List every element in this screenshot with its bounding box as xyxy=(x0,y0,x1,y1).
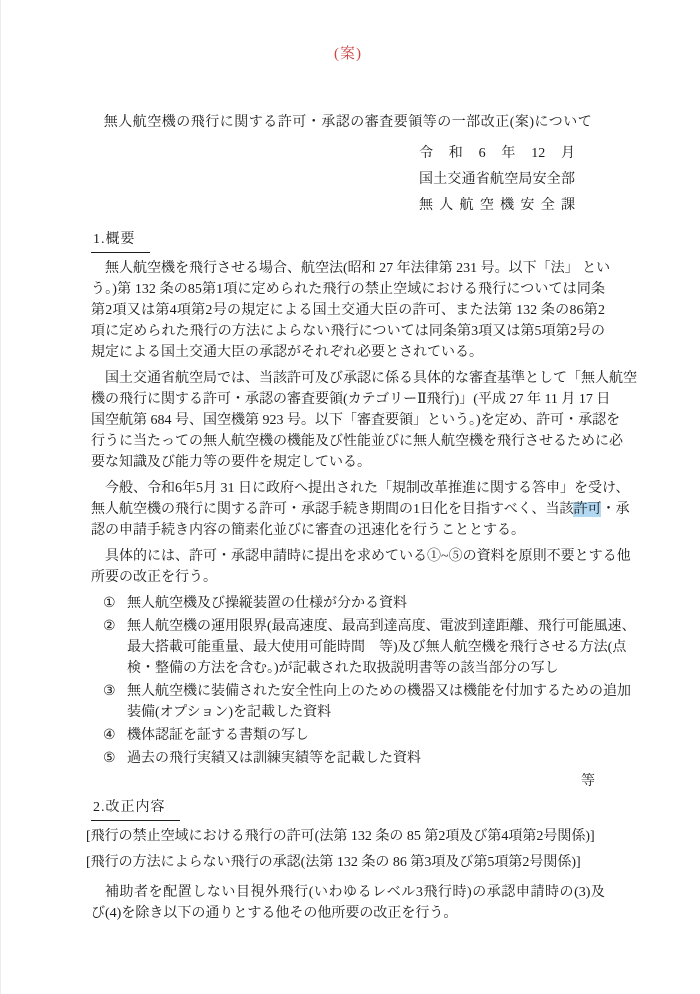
text-line: 行うに当たっての無人航空機の機能及び性能並びに無人航空機を飛行させるために必 xyxy=(91,434,623,449)
list-number: ⑤ xyxy=(103,751,116,766)
text-line: 国空航第 684 号、国空機第 923 号。以下「審査要領」という。)を定め、許可・承認を xyxy=(91,413,621,428)
list-number: ② xyxy=(103,619,116,634)
section-amendments xyxy=(86,797,605,924)
text-line: 無人航空機の運用限界(最高速度、最高到達高度、電波到達距離、飛行可能風速、 xyxy=(127,619,636,634)
legal-reference-2: [飛行の方法によらない飛行の承認(法第 132 条の 86 第3項及び第5項第2号関係)] xyxy=(86,855,581,870)
paragraph-3 xyxy=(91,478,630,541)
list-number: ① xyxy=(103,596,116,611)
text-line: 無人航空機を飛行させる場合、航空法(昭和 27 年法律第 231 号。以下「法」 とい xyxy=(105,261,611,276)
text-line: 要な知識及び能力等の要件を規定している。 xyxy=(91,455,371,470)
text-line-with-highlight xyxy=(91,499,630,520)
section2-heading: 2.改正内容 xyxy=(91,797,180,821)
list-number: ③ xyxy=(103,684,116,699)
text-line: 国土交通省航空局では、当該許可及び承認に係る具体的な審査基準として「無人航空 xyxy=(105,371,637,386)
list-item-text xyxy=(127,681,631,723)
text-line: 規定による国土交通大臣の承認がそれぞれ必要とされている。 xyxy=(91,345,483,360)
list-item-4 xyxy=(91,725,605,746)
list-item-text xyxy=(127,593,605,614)
list-number: ④ xyxy=(103,728,116,743)
section1-heading-row xyxy=(91,229,605,253)
text-line: 無人航空機及び操縦装置の仕様が分かる資料 xyxy=(127,596,407,611)
org-line-department: 国土交通省航空局安全部 xyxy=(419,172,575,187)
text-line: 過去の飛行実績又は訓練実績等を記載した資料 xyxy=(127,751,421,766)
list-item-text xyxy=(127,725,605,746)
list-item-text xyxy=(127,748,605,769)
text-line: 第2項又は第4項第2号の規定による国土交通大臣の許可、また法第 132 条の86第2 xyxy=(91,303,605,318)
paragraph-1 xyxy=(91,258,611,363)
draft-label: (案) xyxy=(334,46,362,62)
paragraph-2 xyxy=(91,368,637,473)
paragraph-4 xyxy=(91,546,631,588)
text-segment: 無人航空機の飛行に関する許可・承認手続き期間の1日化を目指すべく、当該 xyxy=(91,502,574,517)
etc-label: 等 xyxy=(581,774,595,789)
text-line: 無人航空機に装備された安全性向上のための機器又は機能を付加するための追加 xyxy=(127,684,631,699)
required-documents-list xyxy=(91,593,636,769)
search-highlight: 許可 xyxy=(573,502,602,517)
list-item-5 xyxy=(91,748,605,769)
section-overview xyxy=(91,229,637,792)
text-line: 機の飛行に関する許可・承認の審査要領(カテゴリーⅡ飛行)」(平成 27 年 11 月 17 日 xyxy=(91,392,611,407)
text-line: 項に定められた飛行の方法によらない飛行については同条第3項又は第5項第2号の xyxy=(91,324,605,339)
text-line: う。)第 132 条の85第1項に定められた飛行の禁止空域における飛行については同条 xyxy=(91,282,605,297)
text-line: 所要の改正を行う。 xyxy=(91,570,217,585)
date-line: 令和6年12月 xyxy=(419,146,575,161)
org-line-division: 無人航空機安全課 xyxy=(419,198,575,213)
list-item-2 xyxy=(91,616,636,679)
text-segment: ・承 xyxy=(601,502,630,517)
text-line: 認の申請手続き内容の簡素化並びに審査の迅速化を行うこととする。 xyxy=(91,523,525,538)
text-line: 最大搭載可能重量、最大使用可能時間 等)及び無人航空機を飛行させる方法(点 xyxy=(127,640,627,655)
text-line: び(4)を除き以下の通りとする他その他所要の改正を行う。 xyxy=(91,906,458,921)
section1-heading: 1.概要 xyxy=(91,229,150,253)
list-item-1 xyxy=(91,593,605,614)
text-line: 検・整備の方法を含む。)が記載された取扱説明書等の該当部分の写し xyxy=(127,661,559,676)
byline-block xyxy=(419,141,575,219)
list-item-text xyxy=(127,616,636,679)
text-line: 今般、令和6年5月 31 日に政府へ提出された「規制改革推進に関する答申」を受け、 xyxy=(105,481,630,496)
list-item-3 xyxy=(91,681,631,723)
legal-reference-1: [飛行の禁止空域における飛行の許可(法第 132 条の 85 第2項及び第4項第2号関係)] xyxy=(86,829,595,844)
text-line: 装備(オプション)を記載した資料 xyxy=(127,705,332,720)
text-line: 機体認証を証する書類の写し xyxy=(127,728,309,743)
section2-heading-row xyxy=(91,797,605,821)
closing-paragraph xyxy=(91,882,605,924)
text-line: 具体的には、許可・承認申請時に提出を求めている①~⑤の資料を原則不要とする他 xyxy=(105,549,631,564)
text-line: 補助者を配置しない目視外飛行(いわゆるレベル3飛行時)の承認申請時の(3)及 xyxy=(105,885,605,900)
document-title: 無人航空機の飛行に関する許可・承認の審査要領等の一部改正(案)について xyxy=(103,115,593,130)
